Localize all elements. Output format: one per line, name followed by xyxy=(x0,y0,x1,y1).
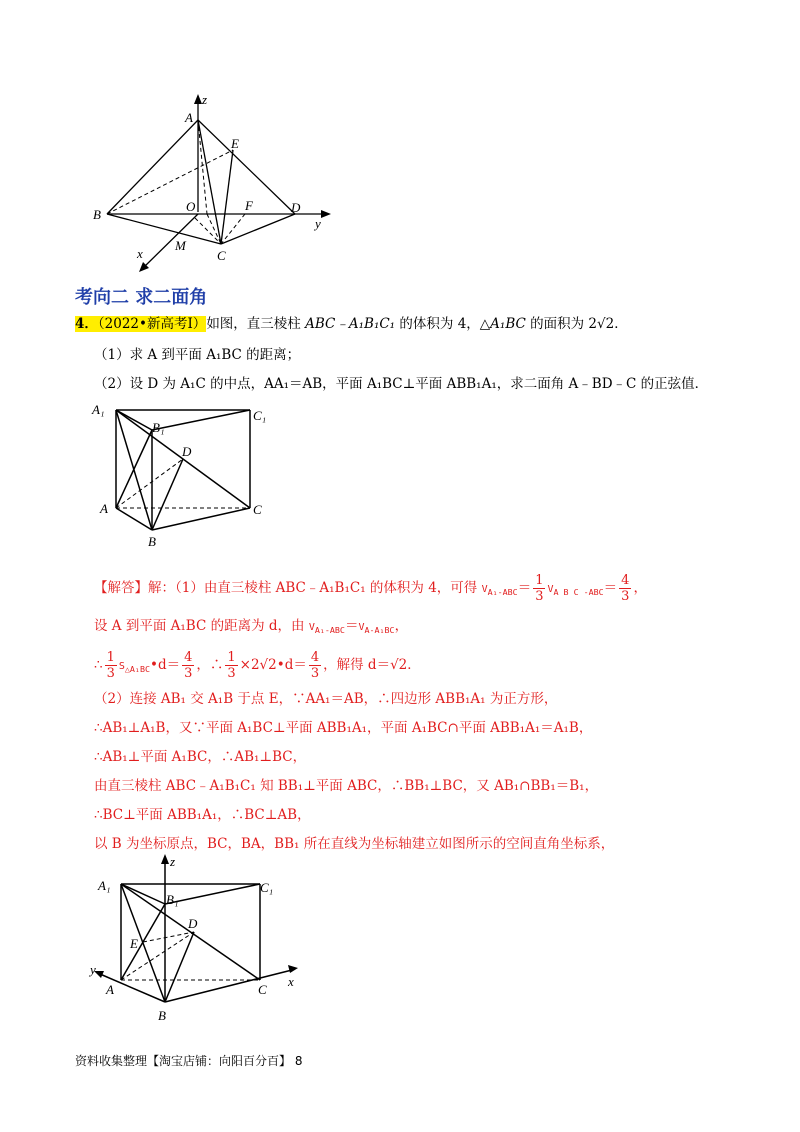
solution-line-6: ∴AB₁⊥平面 A₁BC，∴AB₁⊥BC， xyxy=(94,749,307,765)
question-2: （2）设 D 为 A₁C 的中点，AA₁＝AB，平面 A₁BC⊥平面 ABB₁A₁，求二面角 A﹣BD﹣C 的正弦值． xyxy=(94,376,709,392)
fig2-label-C: C xyxy=(253,502,262,517)
fraction-one-third xyxy=(225,650,237,681)
solution-line-9: 以 B 为坐标原点，BC，BA，BB₁ 所在直线为坐标轴建立如图所示的空间直角坐标系， xyxy=(94,836,615,852)
therefore: ∴ xyxy=(209,657,224,673)
stem-text-2: 的体积为 4，△ xyxy=(395,316,491,332)
vol-sub: A₁-ABC xyxy=(314,625,345,635)
frac-num: 1 xyxy=(227,650,236,665)
section-title: 考向二 求二面角 xyxy=(75,287,208,308)
answer-tag: 【解答】 xyxy=(94,580,148,596)
vol-letter: V xyxy=(547,584,554,595)
fig1-label-M: M xyxy=(175,238,186,253)
fig3-label-y: y xyxy=(90,962,96,977)
stem-triangle: A₁BC xyxy=(490,316,526,332)
fig1-label-B: B xyxy=(93,207,101,222)
fig1-label-E: E xyxy=(231,136,239,151)
frac-num: 1 xyxy=(106,650,115,665)
area-sub: △A₁BC xyxy=(124,664,150,674)
frac-den: 3 xyxy=(106,666,115,681)
area-letter: S xyxy=(118,661,125,672)
figure-prism xyxy=(90,400,280,550)
fig3-label-A: A xyxy=(106,982,114,997)
solution-line-7: 由直三棱柱 ABC﹣A₁B₁C₁ 知 BB₁⊥平面 ABC，∴BB₁⊥BC，又 AB₁∩BB₁＝B₁， xyxy=(94,778,599,794)
fig1-label-F: F xyxy=(245,198,253,213)
fraction-four-thirds xyxy=(309,650,321,681)
solution-line-1 xyxy=(94,573,647,604)
fig3-label-z: z xyxy=(170,854,176,869)
vol-sub: A B C -ABC xyxy=(553,587,604,597)
vol-letter: V xyxy=(308,622,315,633)
frac-num: 4 xyxy=(184,650,193,665)
fig3-label-B1: B₁ xyxy=(166,892,179,907)
frac-den: 3 xyxy=(227,666,236,681)
fraction-one-third xyxy=(533,573,545,604)
fig2-label-D: D xyxy=(182,444,192,459)
fig2-label-B: B xyxy=(148,534,156,549)
frac-num: 4 xyxy=(621,573,630,588)
problem-number: 4． xyxy=(75,316,98,332)
stem-text: 如图，直三棱柱 xyxy=(206,316,306,332)
vol-letter: V xyxy=(358,622,365,633)
fig2-label-C1: C₁ xyxy=(253,408,267,423)
question-1: （1）求 A 到平面 A₁BC 的距离； xyxy=(94,347,301,363)
solution-text: 解：（1）由直三棱柱 ABC﹣A₁B₁C₁ 的体积为 4，可得 xyxy=(148,580,482,596)
frac-den: 3 xyxy=(535,589,544,604)
frac-num: 1 xyxy=(535,573,544,588)
fig1-label-C: C xyxy=(217,248,226,263)
comma: ， xyxy=(633,580,647,596)
frac-num: 4 xyxy=(310,650,320,665)
volume-prism xyxy=(547,584,603,595)
therefore: ∴ xyxy=(94,657,103,673)
fig3-label-E: E xyxy=(130,936,138,951)
fig1-label-z: z xyxy=(202,92,208,107)
solution-line-3 xyxy=(94,650,421,681)
vol-sub: A₁-ABC xyxy=(487,587,518,597)
solution-line-8: ∴BC⊥平面 ABB₁A₁，∴BC⊥AB， xyxy=(94,807,311,823)
fraction-one-third xyxy=(105,650,117,681)
problem-stem xyxy=(75,314,628,334)
fig3-label-x: x xyxy=(288,974,294,989)
solution-line-5: ∴AB₁⊥A₁B，又∵平面 A₁BC⊥平面 ABB₁A₁，平面 A₁BC∩平面 ABB₁A₁＝A₁B， xyxy=(94,720,593,736)
equals: ＝ xyxy=(344,618,359,634)
fig1-label-x: x xyxy=(137,246,143,261)
page-footer: 资料收集整理【淘宝店铺：向阳百分百】 8 xyxy=(75,1054,303,1068)
fig2-label-A1: A₁ xyxy=(92,402,105,417)
solution-text: ×2√2•d＝ xyxy=(239,657,307,673)
fraction-four-thirds xyxy=(182,650,194,681)
vol-letter: V xyxy=(481,584,488,595)
vol-sub: A-A₁BC xyxy=(364,625,395,635)
frac-den: 3 xyxy=(621,589,630,604)
comma: ， xyxy=(196,657,210,673)
fig3-label-C: C xyxy=(258,982,267,997)
solution-text: ，解得 d＝√2． xyxy=(323,657,421,673)
fig1-label-y: y xyxy=(315,216,321,231)
volume-A1-ABC xyxy=(482,584,518,595)
figure-pyramid xyxy=(85,92,345,272)
fraction-four-thirds xyxy=(619,573,631,604)
fig2-label-A: A xyxy=(100,501,108,516)
fig3-label-B: B xyxy=(158,1008,166,1023)
figure-prism-coordinates xyxy=(88,852,308,1024)
fig3-label-D: D xyxy=(188,916,198,931)
problem-number-source xyxy=(75,316,206,332)
area-A1BC xyxy=(119,661,150,672)
fig3-label-C1: C₁ xyxy=(260,880,274,895)
stem-prism: ABC﹣A₁B₁C₁ xyxy=(305,316,396,332)
frac-den: 3 xyxy=(310,666,320,681)
solution-text: 设 A 到平面 A₁BC 的距离为 d，由 xyxy=(94,618,309,634)
solution-text: •d＝ xyxy=(149,657,181,673)
equals: ＝ xyxy=(517,580,532,596)
fig3-label-A1: A₁ xyxy=(98,878,111,893)
solution-line-2 xyxy=(94,616,408,640)
problem-source: （2022•新高考Ⅰ） xyxy=(97,316,207,332)
fig2-label-B1: B₁ xyxy=(152,420,165,435)
solution-line-4: （2）连接 AB₁ 交 A₁B 于点 E，∵AA₁＝AB，∴四边形 ABB₁A₁ 为正方形， xyxy=(94,691,558,707)
fig1-label-D: D xyxy=(291,200,301,215)
frac-den: 3 xyxy=(184,666,193,681)
comma: ， xyxy=(394,618,409,634)
stem-text-3: 的面积为 2√2． xyxy=(525,316,628,332)
volume-A1-ABC xyxy=(309,622,345,633)
fig1-label-O: O xyxy=(186,199,196,214)
volume-A-A1BC xyxy=(358,622,394,633)
fig1-label-A: A xyxy=(185,110,193,125)
equals: ＝ xyxy=(603,580,618,596)
